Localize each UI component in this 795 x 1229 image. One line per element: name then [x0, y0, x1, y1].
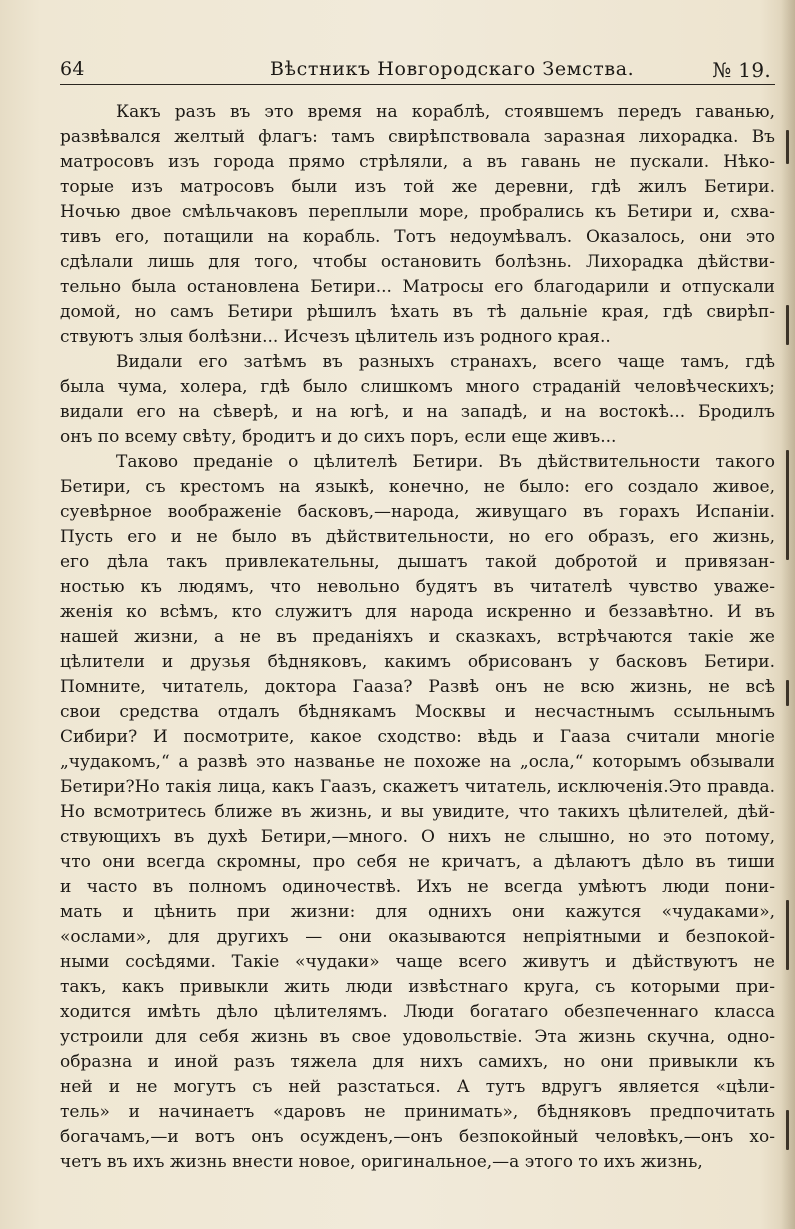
- text-line: тель» и начинаетъ «даровъ не принимать», бѣдняковъ предпочитать: [60, 1102, 775, 1122]
- text-line: и часто въ полномъ одиночествѣ. Ихъ не всегда умѣютъ люди пони-: [60, 877, 775, 897]
- margin-mark: [786, 1110, 789, 1150]
- issue-number: № 19.: [712, 58, 771, 82]
- margin-mark: [786, 130, 789, 164]
- text-line: была чума, холера, гдѣ было слишкомъ много страданій человѣческихъ;: [60, 377, 775, 397]
- text-line: ностью къ людямъ, что невольно будятъ въ читателѣ чувство уваже-: [60, 577, 775, 597]
- text-line: Какъ разъ въ это время на кораблѣ, стоявшемъ передъ гаванью,: [116, 102, 775, 122]
- header-rule: [60, 84, 775, 85]
- text-line: Но всмотритесь ближе въ жизнь, и вы увидите, что такихъ цѣлителей, дѣй-: [60, 802, 775, 822]
- body-text: [60, 100, 775, 1175]
- text-line: тивъ его, потащили на корабль. Тотъ недоумѣвалъ. Оказалось, они это: [60, 227, 775, 247]
- text-line: мать и цѣнить при жизни: для однихъ они кажутся «чудаками»,: [60, 902, 775, 922]
- text-line: цѣлители и друзья бѣдняковъ, какимъ обрисованъ у басковъ Бетири.: [60, 652, 775, 672]
- text-line: онъ по всему свѣту, бродитъ и до сихъ поръ, если еще живъ...: [60, 427, 617, 447]
- text-line: матросовъ изъ города прямо стрѣляли, а въ гавань не пускали. Нѣко-: [60, 152, 775, 172]
- text-line: образна и иной разъ тяжела для нихъ самихъ, но они привыкли къ: [60, 1052, 775, 1072]
- text-line: свои средства отдалъ бѣднякамъ Москвы и несчастнымъ ссыльнымъ: [60, 702, 775, 722]
- text-line: такъ, какъ привыкли жить люди извѣстнаго круга, съ которыми при-: [60, 977, 775, 997]
- text-line: четъ въ ихъ жизнь внести новое, оригинальное,—а этого то ихъ жизнь,: [60, 1152, 703, 1172]
- text-line: ными сосѣдями. Такіе «чудаки» чаще всего живутъ и дѣйствуютъ не: [60, 952, 775, 972]
- text-line: сдѣлали лишь для того, чтобы остановить болѣзнь. Лихорадка дѣйстви-: [60, 252, 775, 272]
- running-header: [60, 58, 775, 84]
- journal-title: Вѣстникъ Новгородскаго Земства.: [270, 58, 635, 80]
- text-line: тельно была остановлена Бетири... Матросы его благодарили и отпускали: [60, 277, 775, 297]
- text-line: нашей жизни, а не въ преданіяхъ и сказкахъ, встрѣчаются такіе же: [60, 627, 775, 647]
- text-line: что они всегда скромны, про себя не кричатъ, а дѣлаютъ дѣло въ тиши: [60, 852, 775, 872]
- margin-mark: [786, 305, 789, 345]
- text-line: Сибири? И посмотрите, какое сходство: вѣдь и Гааза считали многіе: [60, 727, 775, 747]
- margin-marks: [781, 120, 789, 1170]
- text-line: развѣвался желтый флагъ: тамъ свирѣпствовала заразная лихорадка. Въ: [60, 127, 775, 147]
- text-line: Видали его затѣмъ въ разныхъ странахъ, всего чаще тамъ, гдѣ: [116, 352, 775, 372]
- text-line: Таково преданіе о цѣлителѣ Бетири. Въ дѣйствительности такого: [116, 452, 775, 472]
- margin-mark: [786, 450, 789, 560]
- text-line: устроили для себя жизнь въ свое удовольствіе. Эта жизнь скучна, одно-: [60, 1027, 775, 1047]
- text-line: ходится имѣть дѣло цѣлителямъ. Люди богатаго обезпеченнаго класса: [60, 1002, 775, 1022]
- text-line: Бетири?Но такія лица, какъ Гаазъ, скажетъ читатель, исключенія.Это правда.: [60, 777, 775, 797]
- text-line: женія ко всѣмъ, кто служитъ для народа искренно и беззавѣтно. И въ: [60, 602, 775, 622]
- text-line: суевѣрное воображеніе басковъ,—народа, живущаго въ горахъ Испаніи.: [60, 502, 775, 522]
- margin-mark: [786, 900, 789, 970]
- text-line: «ослами», для другихъ — они оказываются непріятными и безпокой-: [60, 927, 775, 947]
- text-line: ствуютъ злыя болѣзни... Исчезъ цѣлитель изъ родного края..: [60, 327, 611, 347]
- text-line: Ночью двое смѣльчаковъ переплыли море, пробрались къ Бетири и, схва-: [60, 202, 775, 222]
- text-line: Пусть его и не было въ дѣйствительности, но его образъ, его жизнь,: [60, 527, 775, 547]
- text-line: видали его на сѣверѣ, и на югѣ, и на западѣ, и на востокѣ... Бродилъ: [60, 402, 775, 422]
- text-line: ней и не могутъ съ ней разстаться. А тутъ вдругъ является «цѣли-: [60, 1077, 775, 1097]
- text-line: Помните, читатель, доктора Гааза? Развѣ онъ не всю жизнь, не всѣ: [60, 677, 775, 697]
- text-line: богачамъ,—и вотъ онъ осужденъ,—онъ безпокойный человѣкъ,—онъ хо-: [60, 1127, 775, 1147]
- text-line: „чудакомъ,“ а развѣ это названье не похоже на „осла,“ которымъ обзывали: [60, 752, 775, 772]
- text-line: его дѣла такъ привлекательны, дышатъ такой добротой и привязан-: [60, 552, 775, 572]
- text-line: ствующихъ въ духѣ Бетири,—много. О нихъ не слышно, но это потому,: [60, 827, 775, 847]
- text-line: торые изъ матросовъ были изъ той же деревни, гдѣ жилъ Бетири.: [60, 177, 775, 197]
- text-line: Бетири, съ крестомъ на языкѣ, конечно, не было: его создало живое,: [60, 477, 775, 497]
- page-number: 64: [60, 58, 85, 80]
- text-line: домой, но самъ Бетири рѣшилъ ѣхать въ тѣ дальніе края, гдѣ свирѣп-: [60, 302, 775, 322]
- margin-mark: [786, 680, 789, 706]
